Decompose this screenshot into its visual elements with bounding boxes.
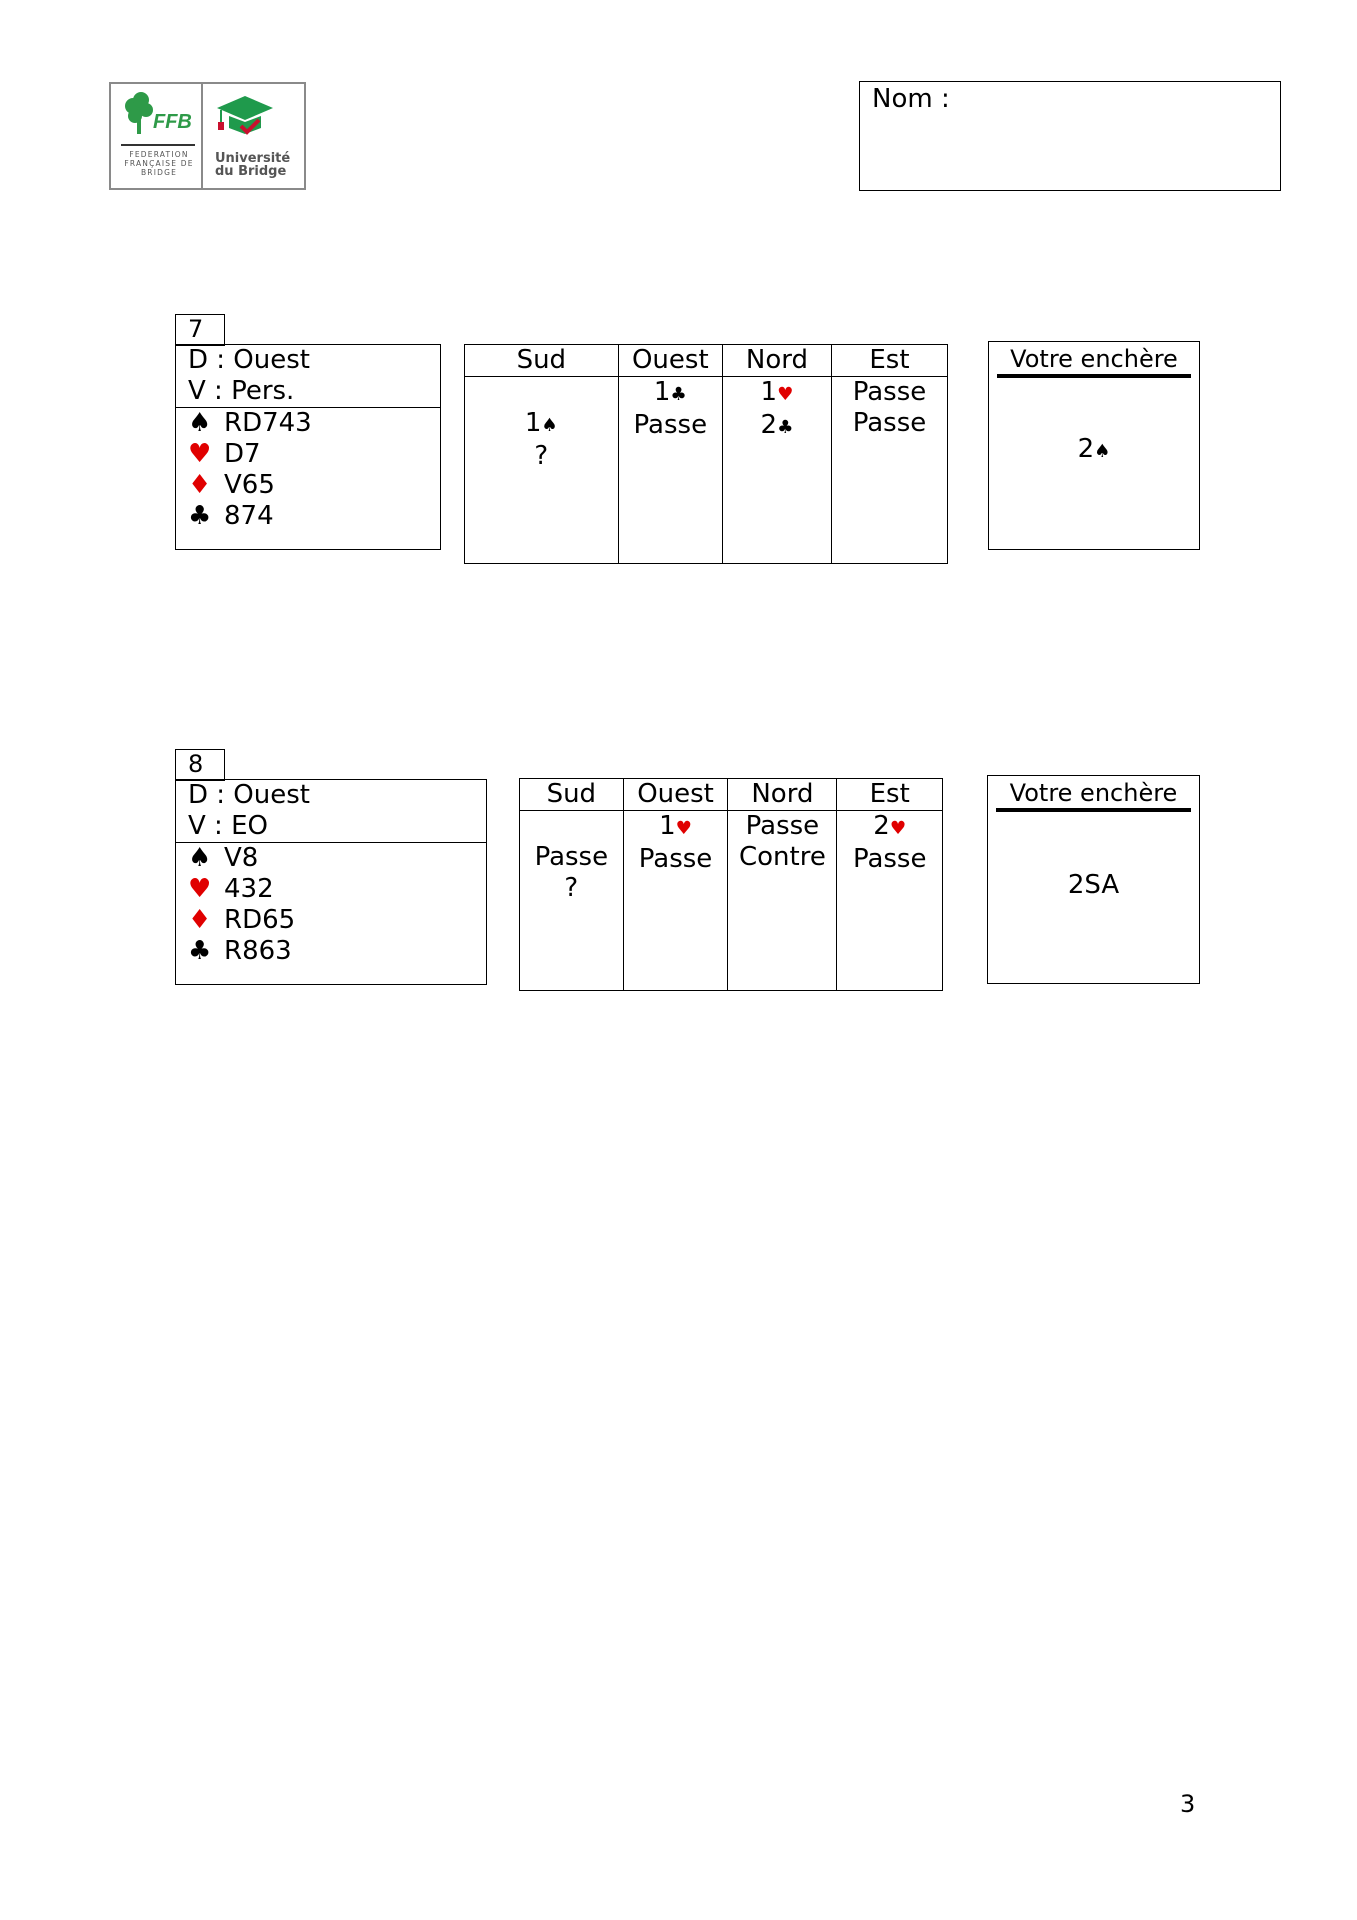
bid: Passe xyxy=(745,811,820,841)
heart-icon: ♥ xyxy=(188,439,212,469)
hand-row-spades xyxy=(176,843,486,874)
heart-icon: ♥ xyxy=(777,384,794,405)
diamond-cards: RD65 xyxy=(224,905,296,935)
ffb-logo xyxy=(109,82,306,190)
bid: Passe xyxy=(638,844,713,874)
bid: 2♣ xyxy=(760,410,794,440)
auction-header-est: Est xyxy=(831,345,947,377)
diamond-cards: V65 xyxy=(224,470,275,500)
ffb-logo-subtitle: FEDERATION FRANÇAISE DE BRIDGE xyxy=(124,150,194,177)
auction-header-ouest: Ouest xyxy=(618,345,722,377)
answer-box xyxy=(987,775,1200,984)
club-icon: ♣ xyxy=(670,384,687,405)
auction-col-ouest xyxy=(618,377,722,564)
bid: ? xyxy=(534,441,549,471)
club-cards: 874 xyxy=(224,501,274,531)
dealer-line: D : Ouest xyxy=(188,780,310,810)
answer-title: Votre enchère xyxy=(1010,345,1178,373)
hand-row-diamonds xyxy=(176,905,486,936)
bid: Passe xyxy=(852,377,927,407)
auction-col-est xyxy=(837,811,943,991)
bid: 1♣ xyxy=(653,377,687,407)
bid: 1♠ xyxy=(524,408,558,438)
hand-row-clubs xyxy=(176,501,440,532)
spade-icon: ♠ xyxy=(1094,441,1111,462)
bid xyxy=(465,377,618,408)
vulnerability-line: V : EO xyxy=(188,811,268,841)
bid: Passe xyxy=(852,408,927,438)
club-cards: R863 xyxy=(224,936,292,966)
bid: ? xyxy=(564,873,579,903)
auction-header-est: Est xyxy=(837,779,943,811)
answer-box xyxy=(988,341,1200,550)
auction-col-sud xyxy=(465,377,619,564)
diamond-icon: ♦ xyxy=(188,470,212,500)
heart-icon: ♥ xyxy=(889,818,907,839)
name-field-box[interactable] xyxy=(859,81,1281,191)
auction-header-nord: Nord xyxy=(728,779,837,811)
bid: 2♥ xyxy=(873,811,907,841)
bid: 1♥ xyxy=(760,377,794,407)
graduation-cap-icon xyxy=(211,92,281,142)
spade-icon: ♠ xyxy=(188,408,212,438)
auction-col-est xyxy=(831,377,947,564)
hand-panel xyxy=(175,344,441,550)
auction-header-sud: Sud xyxy=(520,779,624,811)
auction-header-sud: Sud xyxy=(465,345,619,377)
hand-row-clubs xyxy=(176,936,486,967)
bid: Passe xyxy=(852,844,927,874)
auction-col-ouest xyxy=(623,811,728,991)
club-icon: ♣ xyxy=(188,936,212,966)
heart-cards: D7 xyxy=(224,439,261,469)
answer-bid: 2♠ xyxy=(1077,434,1111,464)
bid xyxy=(520,811,623,842)
heart-cards: 432 xyxy=(224,874,274,904)
deal-number: 7 xyxy=(175,314,225,346)
spade-icon: ♠ xyxy=(188,843,212,873)
deal-number: 8 xyxy=(175,749,225,781)
spade-cards: RD743 xyxy=(224,408,312,438)
club-icon: ♣ xyxy=(188,501,212,531)
answer-bid: 2SA xyxy=(1067,870,1120,900)
auction-col-nord xyxy=(723,377,832,564)
auction-col-nord xyxy=(728,811,837,991)
auction-header-nord: Nord xyxy=(723,345,832,377)
page-number: 3 xyxy=(1180,1790,1196,1818)
auction-col-sud xyxy=(520,811,624,991)
heart-icon: ♥ xyxy=(675,818,692,839)
answer-title: Votre enchère xyxy=(1009,779,1178,807)
auction-table xyxy=(464,344,948,564)
bid: Passe xyxy=(534,842,609,872)
heart-icon: ♥ xyxy=(188,874,212,904)
hand-row-diamonds xyxy=(176,470,440,501)
spade-icon: ♠ xyxy=(541,415,558,436)
hand-row-hearts xyxy=(176,439,440,470)
name-label: Nom : xyxy=(872,84,950,114)
tree-icon xyxy=(113,86,201,146)
dealer-line: D : Ouest xyxy=(188,345,310,375)
hand-row-spades xyxy=(176,408,440,439)
vulnerability-line: V : Pers. xyxy=(188,376,295,406)
hand-panel xyxy=(175,779,487,985)
auction-header-ouest: Ouest xyxy=(623,779,728,811)
club-icon: ♣ xyxy=(777,417,794,438)
bid: 1♥ xyxy=(659,811,692,841)
bid: Passe xyxy=(633,410,708,440)
diamond-icon: ♦ xyxy=(188,905,212,935)
ffb-logo-text: FFB xyxy=(153,111,192,133)
hand-row-hearts xyxy=(176,874,486,905)
spade-cards: V8 xyxy=(224,843,259,873)
bid: Contre xyxy=(738,842,826,872)
universite-du-bridge-text: Université du Bridge xyxy=(215,151,291,179)
auction-table xyxy=(519,778,943,991)
